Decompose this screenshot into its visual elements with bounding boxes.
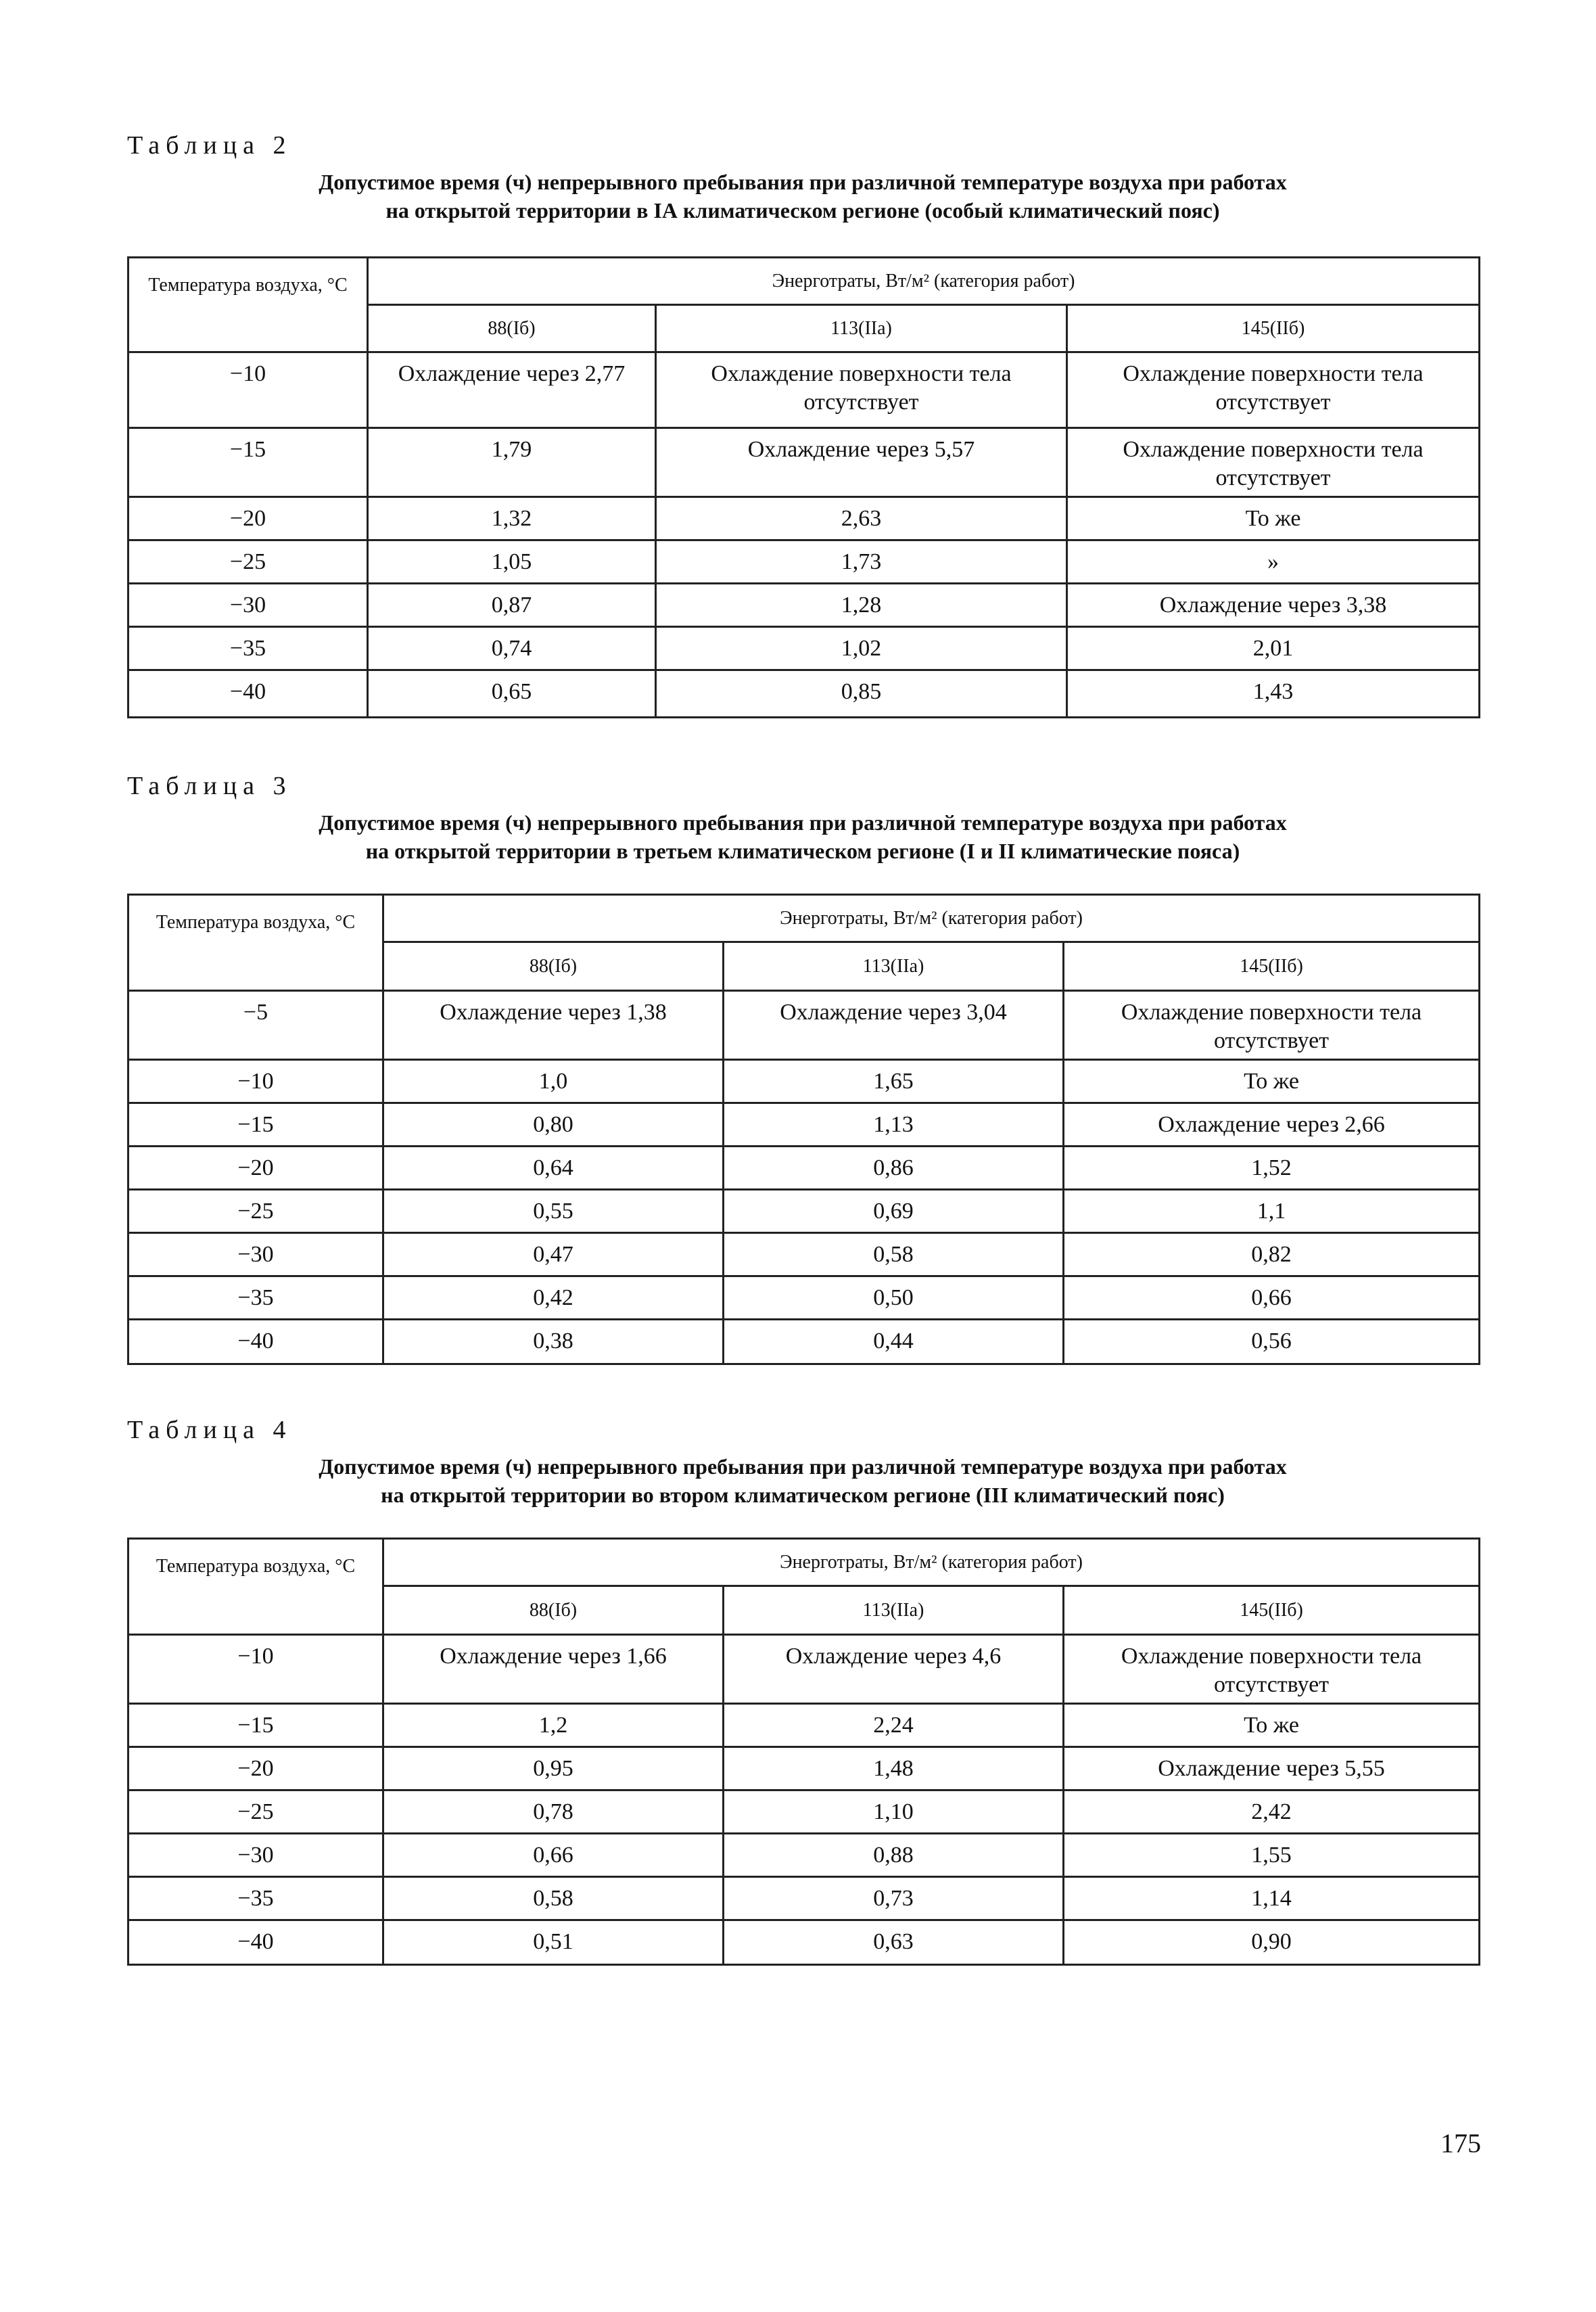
temperature-cell: −15 <box>128 428 368 497</box>
temperature-cell: −10 <box>128 1635 383 1704</box>
time-cell: Охлаждение поверхности тела отсутствует <box>656 352 1067 428</box>
time-cell: Охлаждение через 4,6 <box>724 1635 1064 1704</box>
temperature-cell: −35 <box>128 1276 383 1320</box>
temperature-cell: −30 <box>128 1834 383 1877</box>
time-cell: 1,14 <box>1064 1877 1480 1920</box>
temperature-cell: −35 <box>128 627 368 670</box>
time-cell: 1,48 <box>724 1747 1064 1790</box>
time-cell: 0,78 <box>383 1790 724 1834</box>
time-cell: Охлаждение через 5,57 <box>656 428 1067 497</box>
time-cell: 0,47 <box>383 1233 724 1276</box>
category-header: 113(IIа) <box>724 1586 1064 1635</box>
time-cell: 1,79 <box>368 428 656 497</box>
time-cell: 0,66 <box>383 1834 724 1877</box>
table-row <box>128 1834 1480 1877</box>
time-cell: 2,24 <box>724 1704 1064 1747</box>
time-cell: 0,58 <box>724 1233 1064 1276</box>
time-cell: 0,56 <box>1064 1320 1480 1364</box>
table-row <box>128 1790 1480 1834</box>
category-header: 88(Iб) <box>368 305 656 352</box>
table-caption: Допустимое время (ч) непрерывного пребывания при различной температуре воздуха при работах на открытой территории во втором климатическом регионе (III климатический пояс) <box>319 1454 1287 1507</box>
table-row <box>128 627 1480 670</box>
time-cell: 0,66 <box>1064 1276 1480 1320</box>
time-cell: 1,43 <box>1067 670 1480 718</box>
time-cell: То же <box>1067 497 1480 540</box>
temperature-column-header: Температура воздуха, °С <box>128 258 368 352</box>
time-cell: 0,86 <box>724 1147 1064 1190</box>
time-cell: То же <box>1064 1704 1480 1747</box>
temperature-cell: −40 <box>128 670 368 718</box>
time-cell: 0,44 <box>724 1320 1064 1364</box>
table-row <box>128 540 1480 584</box>
time-cell: 1,55 <box>1064 1834 1480 1877</box>
table-row <box>128 584 1480 627</box>
time-cell: 2,63 <box>656 497 1067 540</box>
table-row <box>128 1103 1480 1147</box>
table-caption: Допустимое время (ч) непрерывного пребывания при различной температуре воздуха при работах на открытой территории в IА климатическом регионе (особый климатический пояс) <box>319 170 1287 223</box>
energy-column-header: Энерготраты, Вт/м² (категория работ) <box>383 1539 1480 1586</box>
category-header: 113(IIа) <box>656 305 1067 352</box>
time-cell: 1,05 <box>368 540 656 584</box>
time-cell: 0,58 <box>383 1877 724 1920</box>
temperature-column-header: Температура воздуха, °С <box>128 1539 383 1635</box>
temperature-cell: −15 <box>128 1103 383 1147</box>
time-cell: 0,87 <box>368 584 656 627</box>
table-row <box>128 1635 1480 1704</box>
category-header: 113(IIа) <box>724 942 1064 991</box>
time-cell: Охлаждение через 3,04 <box>724 991 1064 1060</box>
time-cell: 1,52 <box>1064 1147 1480 1190</box>
temperature-cell: −25 <box>128 540 368 584</box>
data-table <box>127 1538 1480 1966</box>
temperature-cell: −40 <box>128 1320 383 1364</box>
table-caption: Допустимое время (ч) непрерывного пребывания при различной температуре воздуха при работах на открытой территории в третьем климатическом регионе (I и II климатические пояса) <box>319 810 1287 863</box>
table-row <box>128 497 1480 540</box>
temperature-cell: −15 <box>128 1704 383 1747</box>
temperature-column-header: Температура воздуха, °С <box>128 895 383 991</box>
time-cell: 0,82 <box>1064 1233 1480 1276</box>
time-cell: Охлаждение через 2,66 <box>1064 1103 1480 1147</box>
time-cell: 1,02 <box>656 627 1067 670</box>
data-table <box>127 256 1480 718</box>
time-cell: 2,42 <box>1064 1790 1480 1834</box>
time-cell: 0,69 <box>724 1190 1064 1233</box>
temperature-cell: −35 <box>128 1877 383 1920</box>
time-cell: 0,80 <box>383 1103 724 1147</box>
time-cell: 0,51 <box>383 1920 724 1965</box>
table-row <box>128 1233 1480 1276</box>
category-header: 145(IIб) <box>1067 305 1480 352</box>
energy-column-header: Энерготраты, Вт/м² (категория работ) <box>368 258 1480 305</box>
time-cell: Охлаждение через 2,77 <box>368 352 656 428</box>
time-cell: 0,64 <box>383 1147 724 1190</box>
table-row <box>128 1877 1480 1920</box>
data-table <box>127 894 1480 1365</box>
table-3-section <box>127 772 1478 1354</box>
time-cell: Охлаждение поверхности тела отсутствует <box>1064 1635 1480 1704</box>
table-row <box>128 428 1480 497</box>
category-header: 88(Iб) <box>383 1586 724 1635</box>
temperature-cell: −10 <box>128 1060 383 1103</box>
time-cell: То же <box>1064 1060 1480 1103</box>
table-label: Таблица 2 <box>127 131 292 160</box>
table-row <box>128 1060 1480 1103</box>
table-row <box>128 1190 1480 1233</box>
table-row <box>128 1147 1480 1190</box>
energy-column-header: Энерготраты, Вт/м² (категория работ) <box>383 895 1480 942</box>
time-cell: Охлаждение через 5,55 <box>1064 1747 1480 1790</box>
time-cell: 0,42 <box>383 1276 724 1320</box>
time-cell: 1,0 <box>383 1060 724 1103</box>
time-cell: » <box>1067 540 1480 584</box>
table-row <box>128 352 1480 428</box>
time-cell: Охлаждение через 1,38 <box>383 991 724 1060</box>
time-cell: Охлаждение поверхности тела отсутствует <box>1067 428 1480 497</box>
temperature-cell: −10 <box>128 352 368 428</box>
table-row <box>128 670 1480 718</box>
time-cell: 1,10 <box>724 1790 1064 1834</box>
temperature-cell: −20 <box>128 1747 383 1790</box>
time-cell: Охлаждение поверхности тела отсутствует <box>1067 352 1480 428</box>
table-row <box>128 1747 1480 1790</box>
time-cell: 2,01 <box>1067 627 1480 670</box>
time-cell: 0,63 <box>724 1920 1064 1965</box>
time-cell: 0,38 <box>383 1320 724 1364</box>
time-cell: 1,65 <box>724 1060 1064 1103</box>
table-row <box>128 1276 1480 1320</box>
temperature-cell: −30 <box>128 1233 383 1276</box>
temperature-cell: −40 <box>128 1920 383 1965</box>
table-4-section <box>127 1416 1478 1954</box>
category-header: 145(IIб) <box>1064 1586 1480 1635</box>
time-cell: 0,74 <box>368 627 656 670</box>
time-cell: 1,73 <box>656 540 1067 584</box>
time-cell: 0,50 <box>724 1276 1064 1320</box>
table-row <box>128 1704 1480 1747</box>
time-cell: 1,2 <box>383 1704 724 1747</box>
time-cell: Охлаждение через 1,66 <box>383 1635 724 1704</box>
temperature-cell: −25 <box>128 1190 383 1233</box>
time-cell: 0,95 <box>383 1747 724 1790</box>
time-cell: 1,32 <box>368 497 656 540</box>
time-cell: 0,65 <box>368 670 656 718</box>
time-cell: Охлаждение через 3,38 <box>1067 584 1480 627</box>
time-cell: 0,88 <box>724 1834 1064 1877</box>
category-header: 145(IIб) <box>1064 942 1480 991</box>
category-header: 88(Iб) <box>383 942 724 991</box>
temperature-cell: −20 <box>128 1147 383 1190</box>
time-cell: Охлаждение поверхности тела отсутствует <box>1064 991 1480 1060</box>
time-cell: 0,55 <box>383 1190 724 1233</box>
temperature-cell: −20 <box>128 497 368 540</box>
temperature-cell: −25 <box>128 1790 383 1834</box>
time-cell: 1,28 <box>656 584 1067 627</box>
page-number: 175 <box>1440 2128 1481 2158</box>
temperature-cell: −30 <box>128 584 368 627</box>
table-2-section <box>127 131 1478 704</box>
table-row <box>128 1320 1480 1364</box>
time-cell: 0,90 <box>1064 1920 1480 1965</box>
temperature-cell: −5 <box>128 991 383 1060</box>
table-row <box>128 1920 1480 1965</box>
time-cell: 0,73 <box>724 1877 1064 1920</box>
time-cell: 0,85 <box>656 670 1067 718</box>
table-row <box>128 991 1480 1060</box>
table-label: Таблица 4 <box>127 1416 292 1444</box>
table-label: Таблица 3 <box>127 772 292 800</box>
time-cell: 1,13 <box>724 1103 1064 1147</box>
time-cell: 1,1 <box>1064 1190 1480 1233</box>
